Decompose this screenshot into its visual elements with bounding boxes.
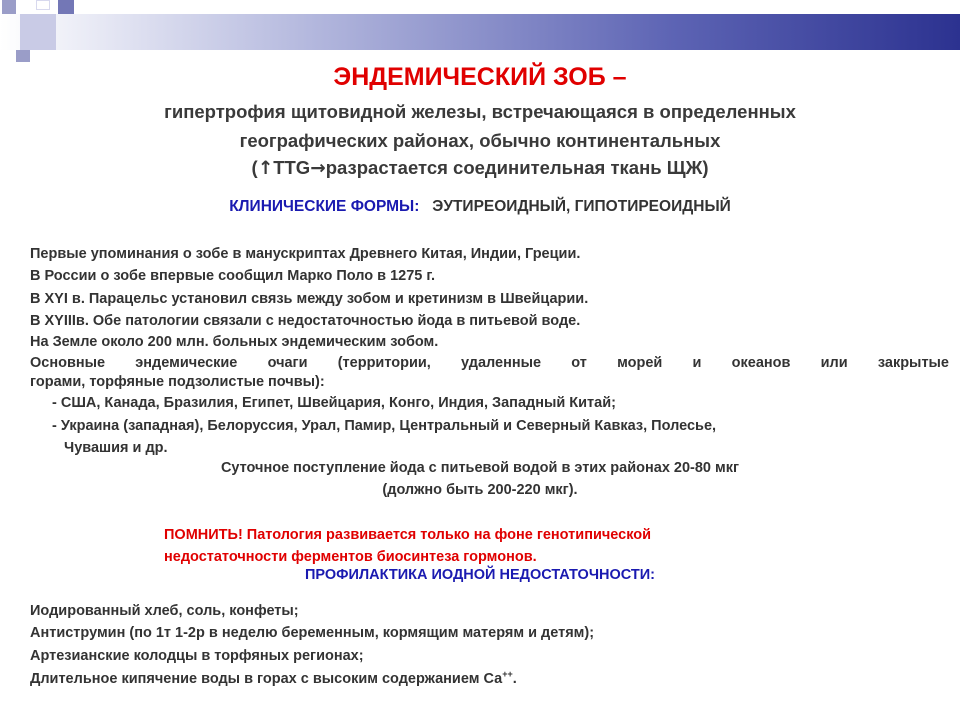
decorative-square — [36, 0, 50, 10]
history-paragraph: В XYIIIв. Обе патологии связали с недостаточностью йода в питьевой воде. — [30, 313, 581, 329]
arrow-up-icon: ↑ — [257, 158, 274, 179]
history-paragraph: На Земле около 200 млн. больных эндемическим зобом. — [30, 334, 439, 350]
decorative-square — [20, 14, 56, 50]
prophylaxis-item: Иодированный хлеб, соль, конфеты; — [30, 603, 299, 619]
header-gradient-bar — [0, 14, 960, 50]
endemic-regions-list: - Украина (западная), Белоруссия, Урал, Памир, Центральный и Северный Кавказ, Полесье, — [52, 418, 717, 434]
prophylaxis-heading: ПРОФИЛАКТИКА ИОДНОЙ НЕДОСТАТОЧНОСТИ: — [305, 567, 655, 583]
definition-line-2: географических районах, обычно континентальных — [239, 130, 721, 151]
definition-line-3 — [0, 157, 960, 179]
endemic-regions-list-cont: Чувашия и др. — [64, 440, 168, 456]
iodine-intake-line-2: (должно быть 200-220 мкг). — [382, 482, 578, 498]
prophylaxis-item: Антиструмин (по 1т 1-2р в неделю беременным, кормящим матерям и детям); — [30, 625, 595, 641]
endemic-areas-line-2: горами, торфяные подзолистые почвы): — [30, 374, 325, 390]
prophylaxis-item-text: Длительное кипячение воды в горах с высоким содержанием Са — [30, 671, 503, 687]
history-paragraph: Первые упоминания о зобе в манускриптах Древнего Китая, Индии, Греции. — [30, 246, 581, 262]
prophylaxis-item — [30, 669, 517, 687]
endemic-areas-line-1: Основные эндемические очаги (территории, удаленные от морей и океанов или закрытые — [30, 355, 949, 371]
clinical-forms — [0, 198, 960, 216]
slide-title: ЭНДЕМИЧЕСКИЙ ЗОБ – — [333, 63, 627, 91]
prophylaxis-item-end: . — [512, 671, 517, 687]
definition-line-1: гипертрофия щитовидной железы, встречающаяся в определенных — [164, 101, 796, 122]
decorative-square — [58, 0, 74, 14]
clinical-forms-label: КЛИНИЧЕСКИЕ ФОРМЫ: — [229, 198, 420, 215]
remember-note-line-2: недостаточности ферментов биосинтеза гормонов. — [164, 549, 537, 565]
history-paragraph: В России о зобе впервые сообщил Марко Поло в 1275 г. — [30, 268, 436, 284]
arrow-right-icon: → — [310, 158, 326, 179]
definition-line-3-text: разрастается соединительная ткань ЩЖ) — [325, 157, 709, 178]
prophylaxis-item: Артезианские колодцы в торфяных регионах; — [30, 648, 364, 664]
remember-note-line-1: ПОМНИТЬ! Патология развивается только на фоне генотипической — [164, 527, 652, 543]
ttg-label: TTG — [273, 157, 311, 178]
calcium-charge: ++ — [502, 669, 513, 679]
history-paragraph: В XYI в. Парацельс установил связь между зобом и кретинизм в Швейцарии. — [30, 291, 589, 307]
iodine-intake-line-1: Суточное поступление йода с питьевой водой в этих районах 20-80 мкг — [220, 460, 740, 476]
decorative-square — [2, 0, 16, 14]
clinical-forms-value: ЭУТИРЕОИДНЫЙ, ГИПОТИРЕОИДНЫЙ — [432, 198, 731, 215]
decorative-square — [16, 50, 30, 62]
open-paren: ( — [251, 157, 258, 178]
endemic-countries-list: - США, Канада, Бразилия, Египет, Швейцария, Конго, Индия, Западный Китай; — [52, 395, 616, 411]
